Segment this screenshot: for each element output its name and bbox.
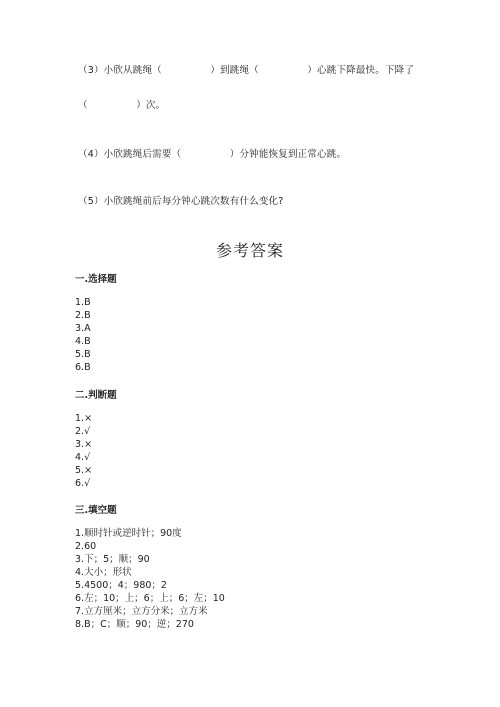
answer-list-choice: [75, 296, 91, 374]
answer-title: 参考答案: [215, 241, 284, 260]
section-heading-choice: 一.选择题: [75, 274, 117, 285]
answer-item: 3.A: [75, 323, 91, 334]
answer-item: 6.√: [75, 478, 91, 489]
answer-item: 6.左；10；上；6；上；6；左；10: [75, 593, 225, 604]
answer-list-fill: [75, 527, 225, 631]
answer-item: 2.60: [75, 541, 97, 552]
answer-item: 5.×: [75, 465, 93, 476]
answer-item: 4.大小；形状: [75, 567, 132, 578]
question-3-line-2: （ ）次。: [78, 100, 166, 111]
answer-item: 8.B；C；顺；90；逆；270: [75, 619, 194, 630]
question-5: （5）小欣跳绳前后每分钟心跳次数有什么变化?: [78, 196, 284, 207]
question-4: （4）小欣跳绳后需要（ ）分钟能恢复到正常心跳。: [78, 149, 347, 160]
answer-item: 4.√: [75, 452, 91, 463]
answer-item: 2.B: [75, 310, 91, 321]
question-3-line-1: （3）小欣从跳绳（ ）到跳绳（ ）心跳下降最快。下降了: [78, 65, 415, 76]
answer-item: 5.B: [75, 349, 91, 360]
answer-item: 7.立方厘米；立方分米；立方米: [75, 606, 208, 617]
answer-item: 3.×: [75, 439, 93, 450]
answer-item: 3.下；5；顺；90: [75, 554, 150, 565]
answer-item: 5.4500；4；980；2: [75, 580, 167, 591]
answer-item: 1.顺时针或逆时针；90度: [75, 528, 182, 539]
answer-item: 1.×: [75, 413, 93, 424]
section-heading-fill: 三.填空题: [75, 505, 117, 516]
section-heading-judge: 二.判断题: [75, 390, 117, 401]
answer-item: 6.B: [75, 362, 91, 373]
answer-item: 1.B: [75, 297, 91, 308]
answer-item: 4.B: [75, 336, 91, 347]
answer-list-judge: [75, 412, 92, 490]
answer-item: 2.√: [75, 426, 91, 437]
